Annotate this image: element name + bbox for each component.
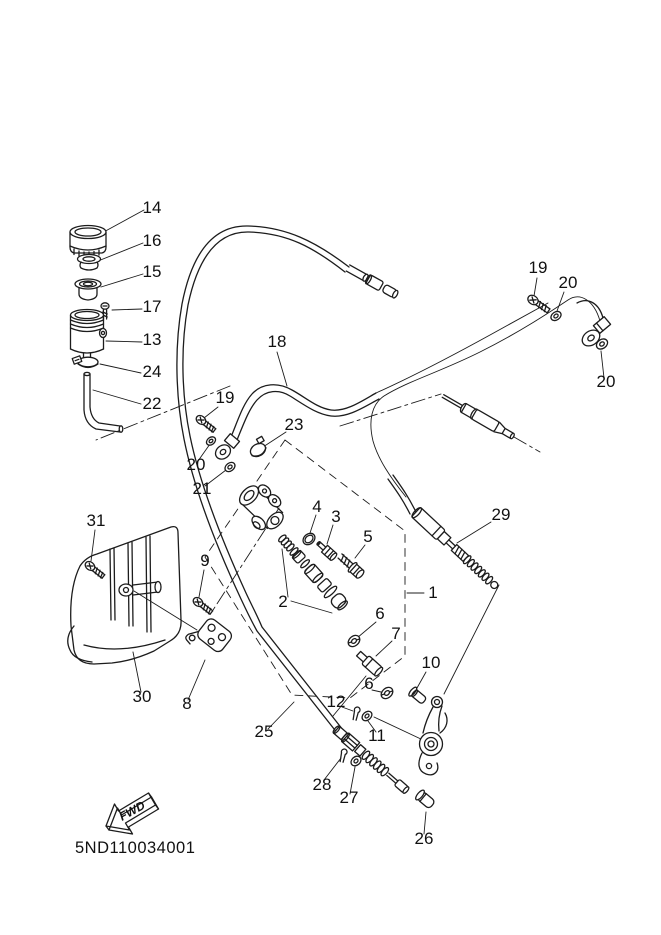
cotter-pin-12: [352, 707, 360, 721]
clevis-pin-10: [408, 686, 428, 705]
bolt-5: [336, 552, 366, 581]
callout-22: 22: [142, 394, 162, 413]
page-part-number: 5ND110034001: [75, 839, 196, 857]
hose-banjo-eye: [213, 434, 240, 462]
pipe-clamp-23: [246, 436, 270, 459]
callout-24: 24: [142, 362, 162, 381]
callout-18: 18: [267, 332, 287, 351]
bolt-26: [414, 789, 436, 810]
washer-11: [360, 709, 374, 722]
diaphragm-plate-part: [78, 255, 101, 271]
hose-clamp-24: [72, 356, 98, 368]
callout-20a: 20: [186, 455, 206, 474]
callout-1: 1: [428, 583, 438, 602]
callout-5: 5: [363, 527, 373, 546]
washer-20a: [205, 435, 217, 447]
callout-19b: 19: [528, 258, 548, 277]
callout-23: 23: [284, 415, 304, 434]
cable-end-fitting: [346, 264, 400, 300]
callout-2: 2: [278, 592, 288, 611]
callout-29: 29: [491, 505, 511, 524]
callout-20b: 20: [558, 273, 578, 292]
callout-3: 3: [331, 507, 341, 526]
cotter-pin-28: [339, 749, 347, 763]
reservoir-cap-part: [70, 226, 106, 258]
brake-hose-18-part: [231, 297, 600, 497]
lever-part: [419, 697, 447, 775]
washer-21: [223, 460, 237, 473]
master-cylinder-part: [231, 477, 292, 538]
lock-washer-6b: [379, 685, 395, 701]
callout-19a: 19: [215, 388, 235, 407]
diaphragm-part: [75, 279, 101, 300]
callout-28: 28: [312, 775, 332, 794]
callout-labels: [87, 198, 616, 848]
callout-16: 16: [142, 231, 162, 250]
callout-7: 7: [391, 624, 401, 643]
callout-13: 13: [142, 330, 162, 349]
bracket-screw-9: [191, 596, 213, 616]
callout-20c: 20: [596, 372, 616, 391]
callout-6a: 6: [375, 604, 385, 623]
callout-8: 8: [182, 694, 192, 713]
callout-30: 30: [132, 687, 152, 706]
reservoir-body-part: [71, 310, 107, 365]
callout-14: 14: [142, 198, 162, 217]
guard-screw-31: [83, 560, 105, 580]
callout-26: 26: [414, 829, 434, 848]
callout-4: 4: [312, 497, 322, 516]
callout-21: 21: [192, 479, 212, 498]
callout-9: 9: [200, 551, 210, 570]
callout-31: 31: [86, 511, 106, 530]
callout-11: 11: [368, 726, 386, 745]
fwd-arrow: [106, 793, 159, 834]
fwd-label: FWD: [116, 798, 148, 824]
reservoir-hose-22: [84, 372, 123, 432]
callout-27: 27: [339, 788, 359, 807]
cable-29-part: [388, 475, 501, 592]
callout-10: 10: [421, 653, 441, 672]
callout-12: 12: [326, 692, 346, 711]
o-ring-4: [301, 531, 317, 547]
bleed-screw-3: [315, 539, 338, 561]
callout-25: 25: [254, 722, 274, 741]
bracket-part-8: [184, 612, 234, 661]
guard-part: [68, 527, 181, 664]
cable-joint-7: [355, 650, 384, 678]
cable-adjuster-part: [440, 391, 516, 441]
callout-15: 15: [142, 262, 162, 281]
washer-27: [349, 754, 363, 768]
callout-17: 17: [142, 297, 162, 316]
callout-6b: 6: [364, 674, 374, 693]
